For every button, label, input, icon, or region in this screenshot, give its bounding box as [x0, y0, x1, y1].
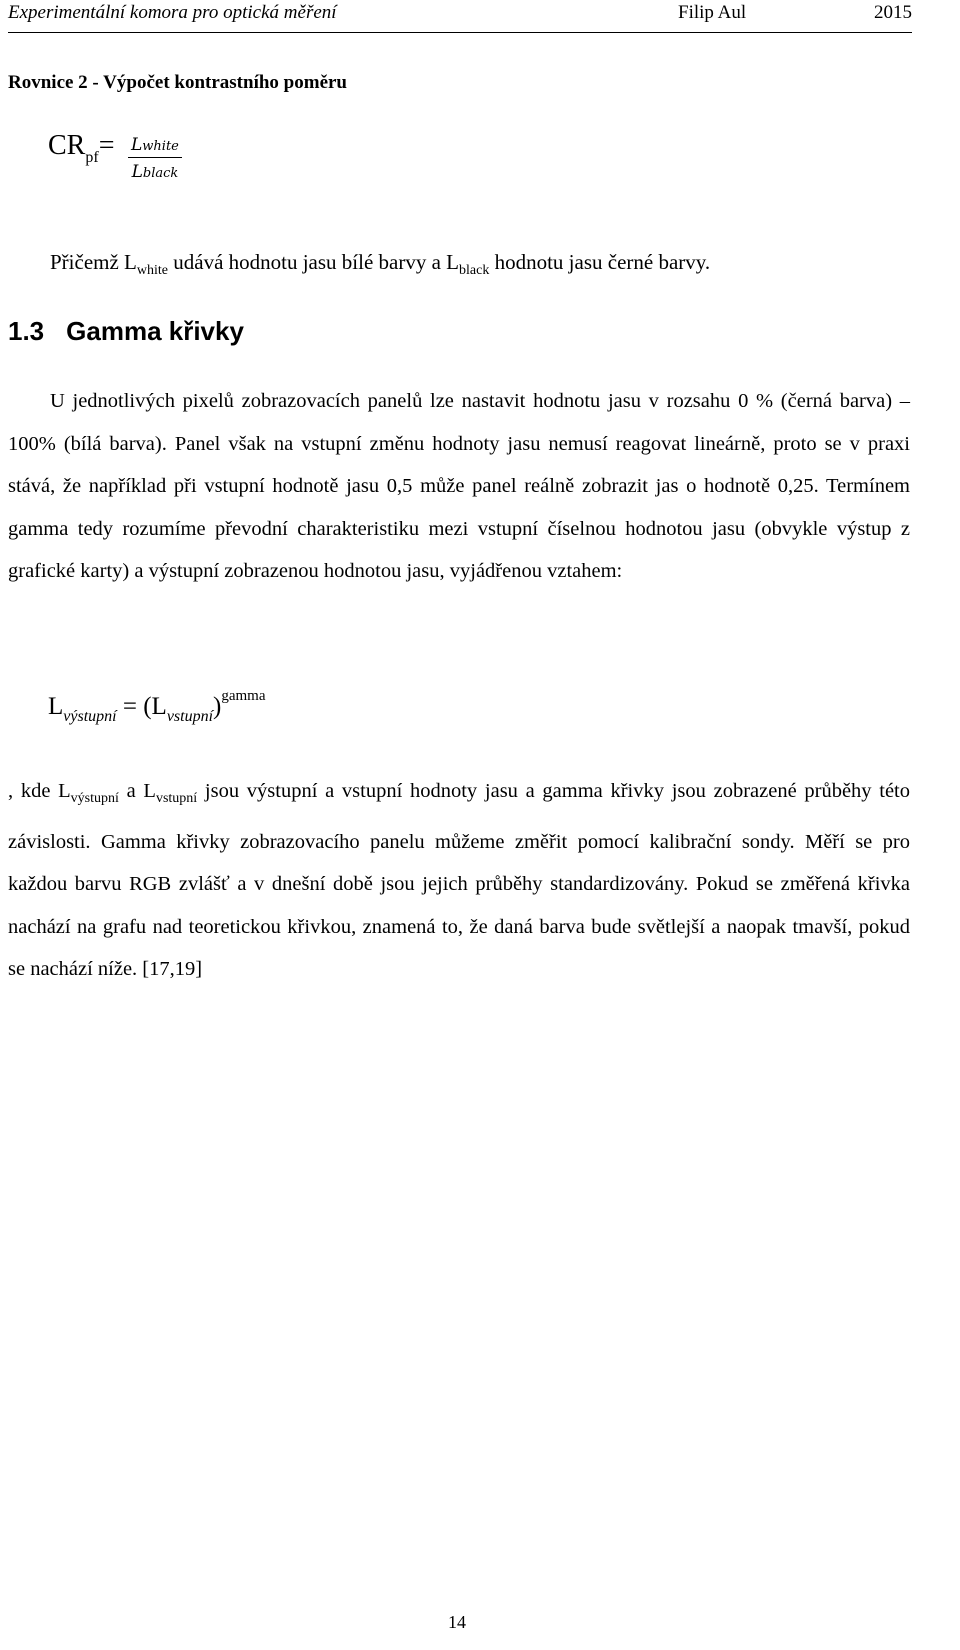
section-heading — [8, 316, 244, 347]
gamma-equation: $L_{výstupní} = (L_{vstupní})^{gamma}$ — [48, 688, 266, 725]
contrast-ratio-equation — [48, 130, 114, 167]
section-number: 1.3 — [8, 316, 45, 346]
page-number: 14 — [448, 1612, 466, 1632]
header-year: 2015 — [874, 2, 912, 23]
cr-equals: = — [98, 130, 115, 161]
header-author: Filip Aul — [678, 2, 747, 23]
paragraph-gamma-intro: U jednotlivých pixelů zobrazovacích panelů lze nastavit hodnotu jasu v rozsahu 0 % (černá barva) – 100% (bílá barva). Panel však na vstupní změnu hodnoty jasu nemusí reagovat lineárně, proto se v praxi stává, že například při vstupní hodnotě jasu 0,5 může panel reálně zobrazit jas o hodnotě 0,25. Termínem gamma tedy rozumíme převodní charakteristiku mezi vstupní číselnou hodnotou jasu (obvykle výstup z grafické karty) a výstupní zobrazenou hodnotou jasu, vyjádřenou vztahem: — [8, 390, 910, 582]
equation-caption: Rovnice 2 - Výpočet kontrastního poměru — [8, 72, 348, 93]
fraction-numerator: Lwhite — [128, 135, 182, 158]
page-header — [8, 0, 912, 33]
header-title: Experimentální komora pro optická měření — [8, 2, 337, 23]
contrast-ratio-fraction — [128, 135, 182, 182]
paragraph-gamma-explanation: , kde $L_{výstupní}$ a $L_{vstupní}$ jsou výstupní a vstupní hodnoty jasu a gamma křivky jsou zobrazené průběhy této závislosti. Gamma křivky zobrazovacího panelu můžeme změřit pomocí kalibrační sondy. Měří se pro každou barvu RGB zvlášť a v dnešní době jsou jejich průběhy standardizovány. Pokud se změřená křivka nachází na grafu nad teoretickou křivkou, znamená to, že daná barva bude světlejší a naopak tmavší, pokud se nachází níže. [17,19] — [8, 780, 910, 980]
fraction-denominator: Lblack — [131, 162, 179, 182]
section-title: Gamma křivky — [66, 316, 244, 346]
luminance-definition: Přičemž $L_{white}$ udává hodnotu jasu bílé barvy a $L_{black}$ hodnotu jasu černé barvy. — [50, 250, 711, 278]
cr-symbol: CR — [48, 130, 86, 161]
cr-subscript: pf — [85, 149, 99, 166]
